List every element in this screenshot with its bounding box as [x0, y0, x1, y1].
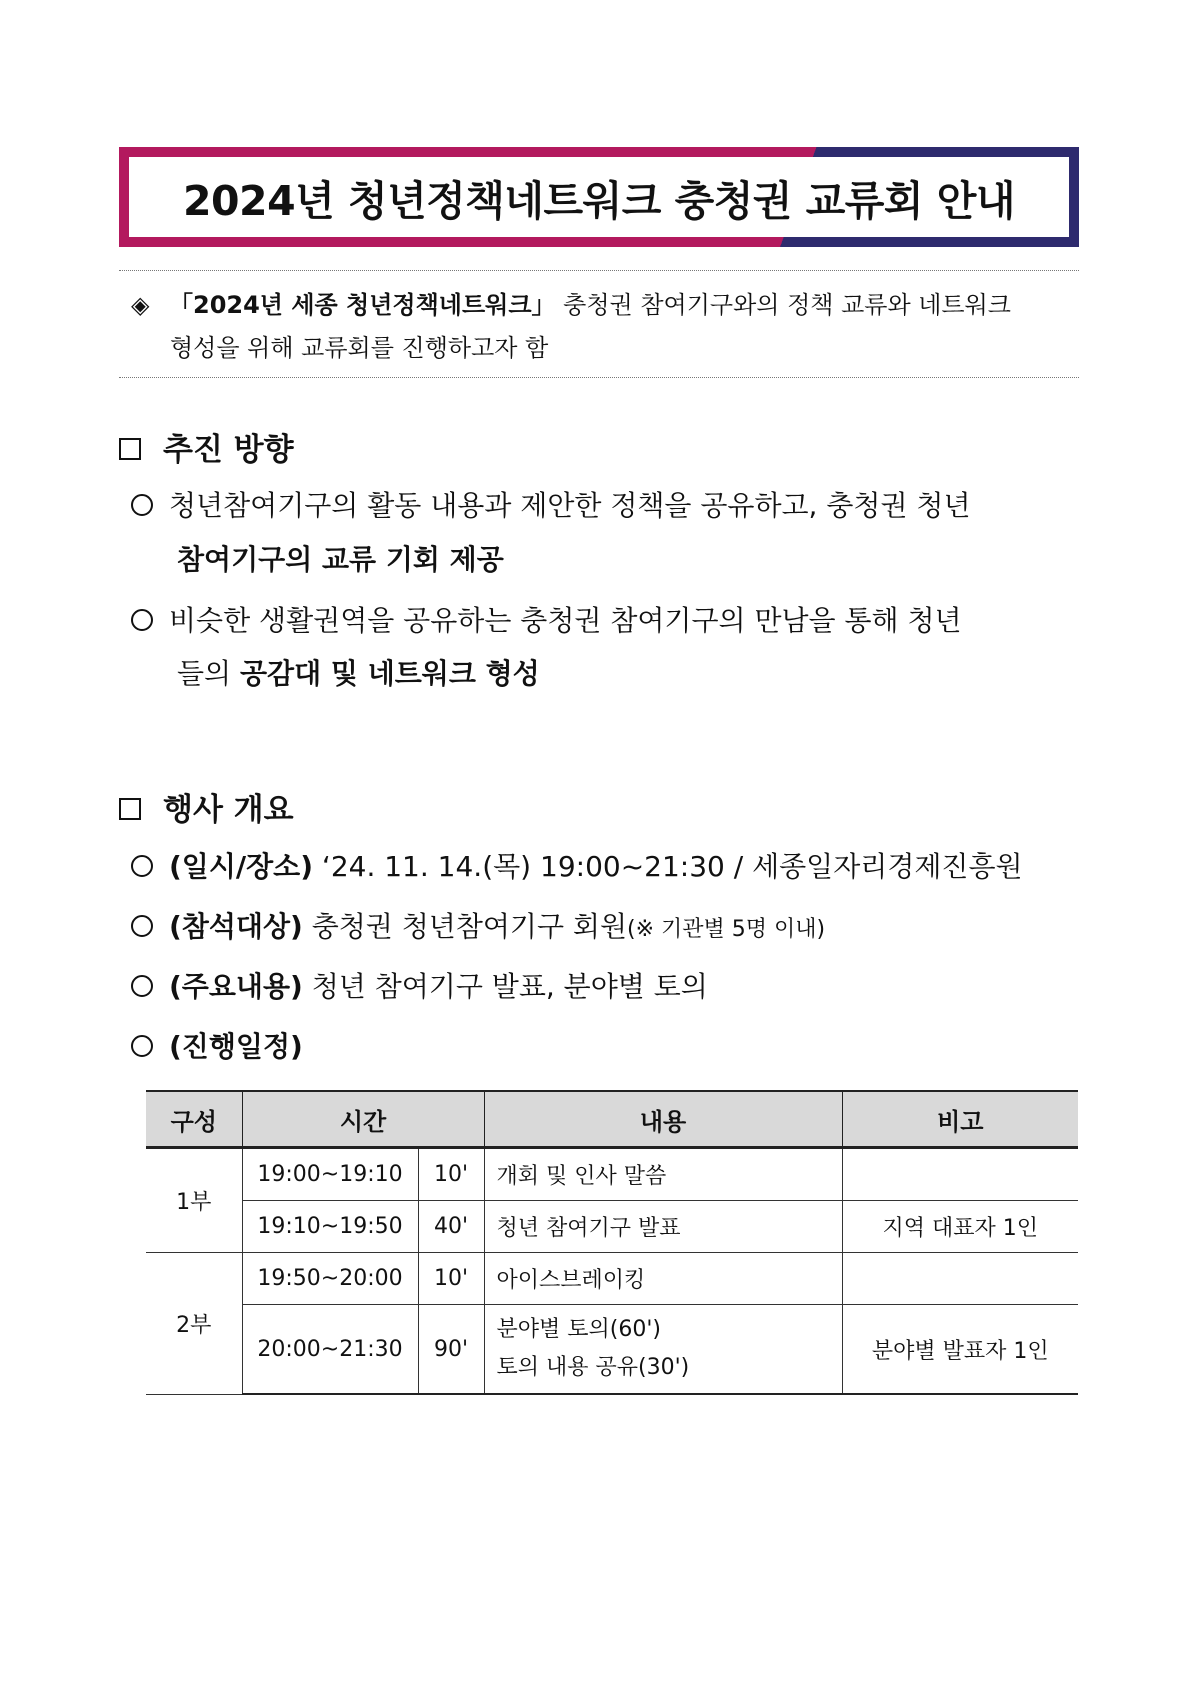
- duration-cell: 10': [418, 1253, 484, 1305]
- circle-bullet-icon: [131, 609, 153, 631]
- item-text: 들의: [177, 657, 240, 690]
- diamond-bullet-icon: ◈: [131, 291, 150, 319]
- direction-item-1-line2: [177, 538, 504, 578]
- item-label: (진행일정): [169, 1030, 303, 1063]
- circle-bullet-icon: [131, 975, 153, 997]
- time-cell: 19:10~19:50: [242, 1201, 418, 1253]
- item-text: 충청권 청년참여기구 회원: [302, 910, 628, 943]
- summary-box: [119, 270, 1079, 378]
- overview-item-datetime: [131, 845, 1023, 885]
- content-line-1: 분야별 토의(60'): [496, 1317, 661, 1342]
- time-cell: 19:50~20:00: [242, 1253, 418, 1305]
- content-cell: 개회 및 인사 말씀: [484, 1148, 842, 1201]
- section-heading-text: 추진 방향: [163, 432, 294, 468]
- content-cell: 청년 참여기구 발표: [484, 1201, 842, 1253]
- item-bold-text: 참여기구의 교류 기회 제공: [177, 543, 504, 576]
- group-cell: 1부: [146, 1148, 242, 1253]
- header-group: 구성: [146, 1091, 242, 1148]
- item-text: 비슷한 생활권역을 공유하는 충청권 참여기구의 만남을 통해 청년: [169, 604, 962, 637]
- header-time: 시간: [242, 1091, 484, 1148]
- square-bullet-icon: [119, 798, 141, 820]
- item-label: (일시/장소): [169, 850, 314, 883]
- note-cell: 지역 대표자 1인: [842, 1201, 1078, 1253]
- table-row: [146, 1253, 1078, 1305]
- title-banner: [119, 147, 1079, 247]
- summary-line-2: 형성을 위해 교류회를 진행하고자 함: [170, 334, 549, 362]
- overview-item-content: [131, 965, 708, 1005]
- item-text: ‘24. 11. 14.(목) 19:00~21:30 / 세종일자리경제진흥원: [313, 850, 1023, 883]
- note-cell: [842, 1148, 1078, 1201]
- direction-item-2-line2: [177, 652, 540, 692]
- summary-quote: 「2024년 세종 청년정책네트워크」: [169, 291, 556, 319]
- item-text: 청년 참여기구 발표, 분야별 토의: [302, 970, 708, 1003]
- header-content: 내용: [484, 1091, 842, 1148]
- overview-item-attendees: [131, 905, 825, 945]
- duration-cell: 10': [418, 1148, 484, 1201]
- section-heading-text: 행사 개요: [163, 792, 294, 828]
- duration-cell: 40': [418, 1201, 484, 1253]
- item-bold-text: 공감대 및 네트워크 형성: [240, 657, 540, 690]
- page-title: 2024년 청년정책네트워크 충청권 교류회 안내: [182, 176, 1015, 225]
- table-row: [146, 1305, 1078, 1395]
- section-heading-overview: [119, 784, 294, 829]
- schedule-table: [146, 1090, 1078, 1395]
- item-text: 청년참여기구의 활동 내용과 제안한 정책을 공유하고, 충청권 청년: [169, 489, 971, 522]
- section-heading-direction: [119, 424, 294, 469]
- summary-line-1: [131, 285, 1011, 320]
- item-label: (참석대상): [169, 910, 303, 943]
- square-bullet-icon: [119, 438, 141, 460]
- header-note: 비고: [842, 1091, 1078, 1148]
- table-row: [146, 1148, 1078, 1201]
- summary-line1-rest: 충청권 참여기구와의 정책 교류와 네트워크: [555, 291, 1011, 319]
- direction-item-1: [131, 484, 1056, 524]
- direction-item-2: [131, 599, 962, 639]
- circle-bullet-icon: [131, 855, 153, 877]
- circle-bullet-icon: [131, 494, 153, 516]
- content-line-2: 토의 내용 공유(30'): [496, 1355, 690, 1380]
- content-cell: 아이스브레이킹: [484, 1253, 842, 1305]
- title-inner: [129, 157, 1069, 237]
- group-cell: 2부: [146, 1253, 242, 1395]
- item-label: (주요내용): [169, 970, 303, 1003]
- note-cell: 분야별 발표자 1인: [842, 1305, 1078, 1395]
- time-cell: 20:00~21:30: [242, 1305, 418, 1395]
- note-cell: [842, 1253, 1078, 1305]
- table-row: [146, 1201, 1078, 1253]
- content-cell: [484, 1305, 842, 1395]
- circle-bullet-icon: [131, 1035, 153, 1057]
- circle-bullet-icon: [131, 915, 153, 937]
- table-header-row: [146, 1091, 1078, 1148]
- time-cell: 19:00~19:10: [242, 1148, 418, 1201]
- duration-cell: 90': [418, 1305, 484, 1395]
- overview-item-schedule: [131, 1025, 303, 1065]
- item-note: (※ 기관별 5명 이내): [627, 917, 826, 942]
